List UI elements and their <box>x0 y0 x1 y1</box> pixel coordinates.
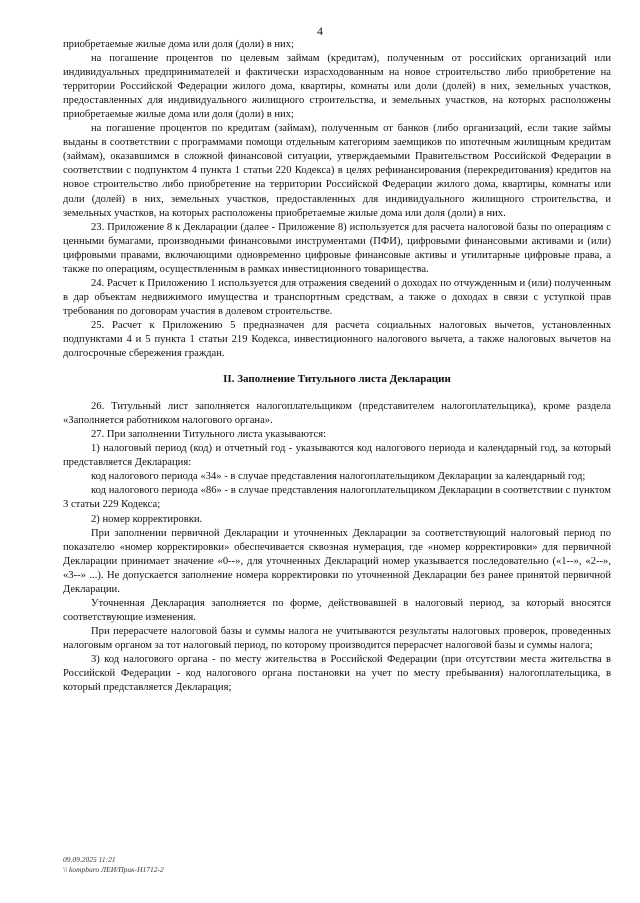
paragraph-23: 23. Приложение 8 к Декларации (далее - Приложение 8) используется для расчета налоговой базы по операциям с ценными бумагами, производными финансовыми инструментами (ПФИ), цифровыми финансовыми активами и (или) цифровыми правами, включающими одновременно цифровые финансовые активы и утилитарные цифровые права, а также по операциям, осуществленным в рамках инвестиционного товарищества. <box>63 221 611 275</box>
paragraph-27: 27. При заполнении Титульного листа указываются: <box>91 429 327 441</box>
paragraph-code-34: код налогового периода «34» - в случае представления налогоплательщиком Декларации за календарный год; <box>91 471 586 483</box>
section-heading: II. Заполнение Титульного листа Декларации <box>223 373 451 386</box>
paragraph-25: 25. Расчет к Приложению 5 предназначен для расчета социальных налоговых вычетов, установленных подпунктами 4 и 5 пункта 1 статьи 219 Кодекса, инвестиционного налогового вычета, а также налоговых вычетов на долгосрочные сбережения граждан. <box>63 319 611 360</box>
paragraph-tax-period: 1) налоговый период (код) и отчетный год - указываются код налогового периода и календарный год, за который представляется Декларация: <box>63 443 611 469</box>
page-footer <box>63 855 164 875</box>
document-body <box>63 38 611 695</box>
paragraph-26: 26. Титульный лист заполняется налогоплательщиком (представителем налогоплательщика), кроме раздела «Заполняется работником налогового органа». <box>63 401 611 427</box>
footer-date: 09.09.2025 11:21 <box>63 855 116 864</box>
paragraph-recalculation: При перерасчете налоговой базы и суммы налога не учитываются результаты налоговых проверок, проведенных налоговым органом за тот налоговый период, по которому производится перерасчет налоговой базы и суммы налога; <box>63 625 611 651</box>
paragraph-correction-number: 2) номер корректировки. <box>91 513 203 525</box>
paragraph-code-86: код налогового периода «86» - в случае представления налогоплательщиком Декларации в соответствии с пунктом 3 статьи 229 Кодекса; <box>63 485 611 511</box>
page-number: 4 <box>317 24 323 38</box>
paragraph-24: 24. Расчет к Приложению 1 используется для отражения сведений о доходах по отчужденным и (или) полученным в дар объектам недвижимого имущества и транспортным средствам, а также о доходах в связи с уступкой прав требования по договорам участия в долевом строительстве. <box>63 277 611 317</box>
paragraph-bank-credit-interest: на погашение процентов по кредитам (займам), полученным от банков (либо организаций, если такие займы выданы в соответствии с программами помощи отдельным категориям заемщиков по ипотечным жилищным кредитам (займам), оказавшимся в сложной финансовой ситуации, утверждаемыми Правительством Российской Федерации в соответствии с подпунктом 4 пункта 1 статьи 220 Кодекса) в целях рефинансирования (перекредитования) кредитов на новое строительство либо приобретение на территории Российской Федерации жилого дома, квартиры, комнаты или доли (долей) в них, земельных участков, предоставленных для индивидуального жилищного строительства, и земельных участков, на которых расположены приобретаемые жилые дома или доля (доли) в них. <box>63 123 611 219</box>
paragraph-updated-declaration: Уточненная Декларация заполняется по форме, действовавшей в налоговый период, за который вносятся соответствующие изменения. <box>63 597 611 623</box>
paragraph-correction-numbering: При заполнении первичной Декларации и уточненных Декларации за соответствующий налоговый период по показателю «номер корректировки» обеспечивается сквозная нумерация, где «номер корректировки» для первичной Декларации принимает значение «0--», для уточненных Деклараций номер указывается последовательно («1--», «2--», «3--» ...). Не допускается заполнение номера корректировки по уточненной Декларации без ранее принятой первичной Декларации. <box>63 527 611 595</box>
footer-doc-ref: \\ kompburo ЛЕИ/Прик-Н1712-2 <box>63 865 164 874</box>
paragraph-continuation: приобретаемые жилые дома или доля (доли) в них; <box>63 39 294 50</box>
paragraph-tax-authority-code: 3) код налогового органа - по месту жительства в Российской Федерации (при отсутствии места жительства в Российской Федерации - код налогового органа постановки на учет по месту пребывания) налогоплательщика, в который представляется Декларация; <box>63 653 611 694</box>
paragraph-target-loans-interest: на погашение процентов по целевым займам (кредитам), полученным от российских организаций или индивидуальных предпринимателей и фактически израсходованным на новое строительство либо приобретение на территории Российской Федерации жилого дома, квартиры, комнаты или доли (долей) в них, земельных участков, предоставленных для индивидуального жилищного строительства, и земельных участков, на которых расположены приобретаемые жилые дома или доля (доли) в них; <box>63 53 611 121</box>
